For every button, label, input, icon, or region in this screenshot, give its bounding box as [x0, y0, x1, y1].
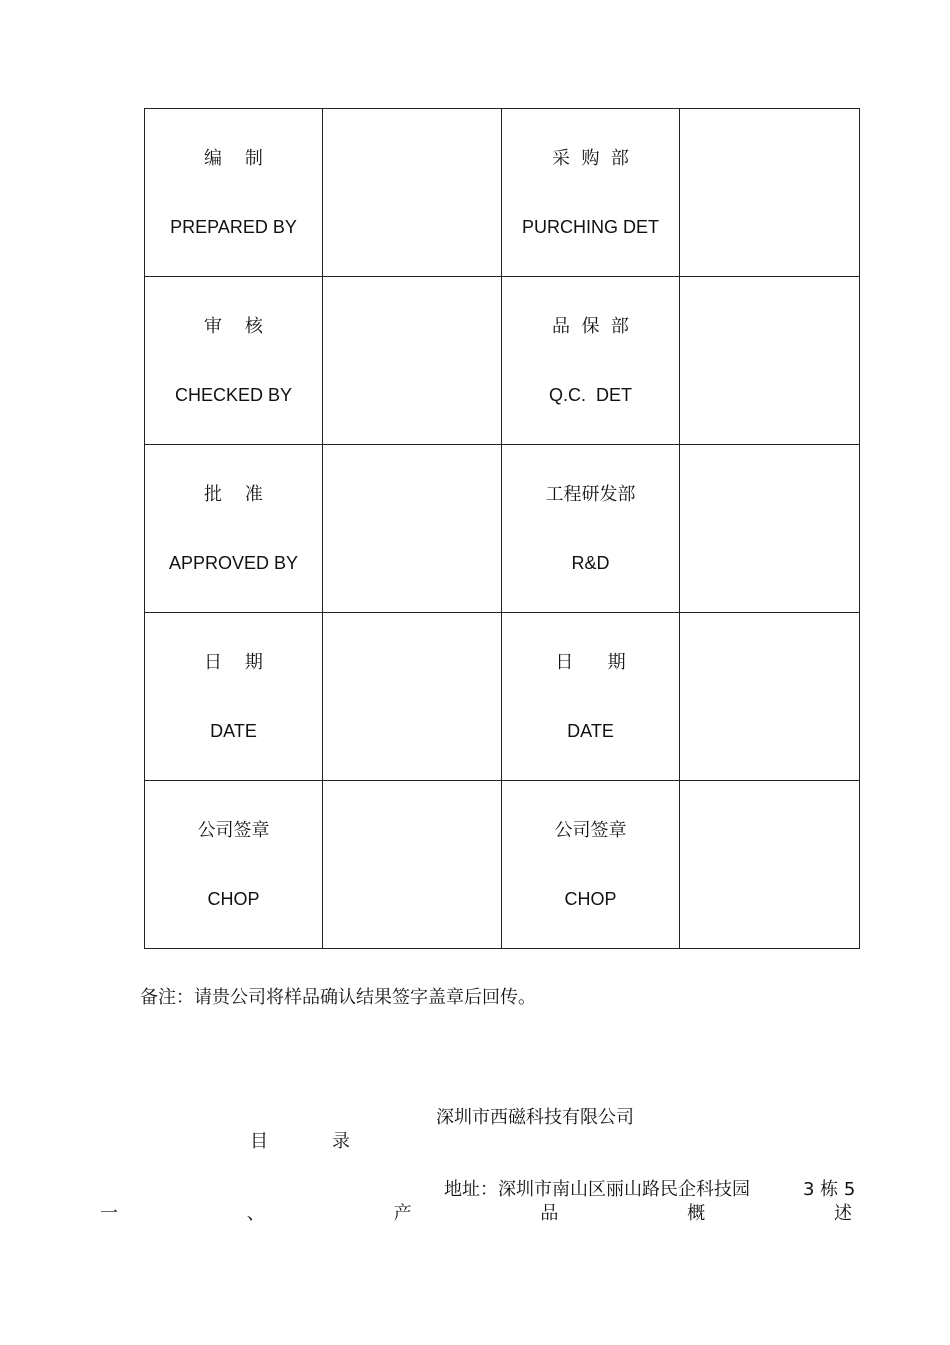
role-cell: [145, 277, 323, 445]
note-text: 备注：请贵公司将样品确认结果签字盖章后回传。: [140, 987, 536, 1008]
toc-char: 品: [540, 1203, 559, 1224]
signature-cell[interactable]: [323, 613, 502, 781]
toc-char: 概: [687, 1203, 706, 1224]
toc-section-heading: [100, 1199, 852, 1225]
toc-title-1: 目: [250, 1131, 268, 1152]
role-label-cn: 审 核: [204, 316, 263, 337]
role-cell: [145, 445, 323, 613]
dept-cell: [502, 109, 680, 277]
toc-char: 产: [393, 1203, 412, 1224]
table-row: [145, 445, 860, 613]
company-name: 深圳市西磁科技有限公司: [436, 1107, 634, 1128]
role-label-cn: 批 准: [204, 484, 263, 505]
dept-label-en: R&D: [571, 553, 610, 573]
role-label-cn: 编 制: [204, 148, 263, 169]
dept-label-cn: 采 购 部: [552, 148, 629, 169]
role-label-cn: 公司签章: [197, 820, 270, 841]
signature-cell[interactable]: [323, 109, 502, 277]
toc-char: 述: [833, 1203, 852, 1224]
dept-label-cn: 日 期: [555, 652, 626, 673]
role-label-en: APPROVED BY: [168, 553, 299, 573]
table-row: [145, 109, 860, 277]
dept-cell: [502, 445, 680, 613]
role-label-en: CHOP: [207, 889, 260, 909]
role-cell: [145, 109, 323, 277]
dept-label-en: DATE: [567, 721, 614, 741]
role-label-en: PREPARED BY: [170, 217, 297, 237]
signature-cell[interactable]: [323, 445, 502, 613]
dept-cell: [502, 277, 680, 445]
dept-cell: [502, 613, 680, 781]
signature-cell[interactable]: [680, 445, 860, 613]
dept-label-cn: 品 保 部: [552, 316, 629, 337]
role-cell: [145, 613, 323, 781]
company-address: 地址：深圳市南山区丽山路民企科技园: [444, 1179, 750, 1200]
table-row: [145, 781, 860, 949]
role-cell: [145, 781, 323, 949]
dept-label-cn: 公司签章: [554, 820, 627, 841]
signature-cell[interactable]: [680, 277, 860, 445]
dept-label-en: Q.C. DET: [548, 385, 632, 405]
table-row: [145, 277, 860, 445]
toc-char: 一: [100, 1203, 118, 1224]
dept-label-en: PURCHING DET: [521, 217, 659, 237]
role-label-en: CHECKED BY: [174, 385, 293, 405]
role-label-cn: 日 期: [204, 652, 263, 673]
dept-cell: [502, 781, 680, 949]
signature-cell[interactable]: [323, 781, 502, 949]
toc-char: 、: [246, 1203, 265, 1224]
approval-table: [144, 108, 860, 949]
table-row: [145, 613, 860, 781]
dept-label-cn: 工程研发部: [545, 484, 636, 505]
company-address-suffix: 3 栋 5: [803, 1179, 856, 1200]
signature-cell[interactable]: [680, 613, 860, 781]
dept-label-en: CHOP: [564, 889, 617, 909]
signature-cell[interactable]: [323, 277, 502, 445]
signature-cell[interactable]: [680, 781, 860, 949]
role-label-en: DATE: [210, 721, 257, 741]
toc-title-2: 录: [332, 1131, 350, 1152]
signature-cell[interactable]: [680, 109, 860, 277]
